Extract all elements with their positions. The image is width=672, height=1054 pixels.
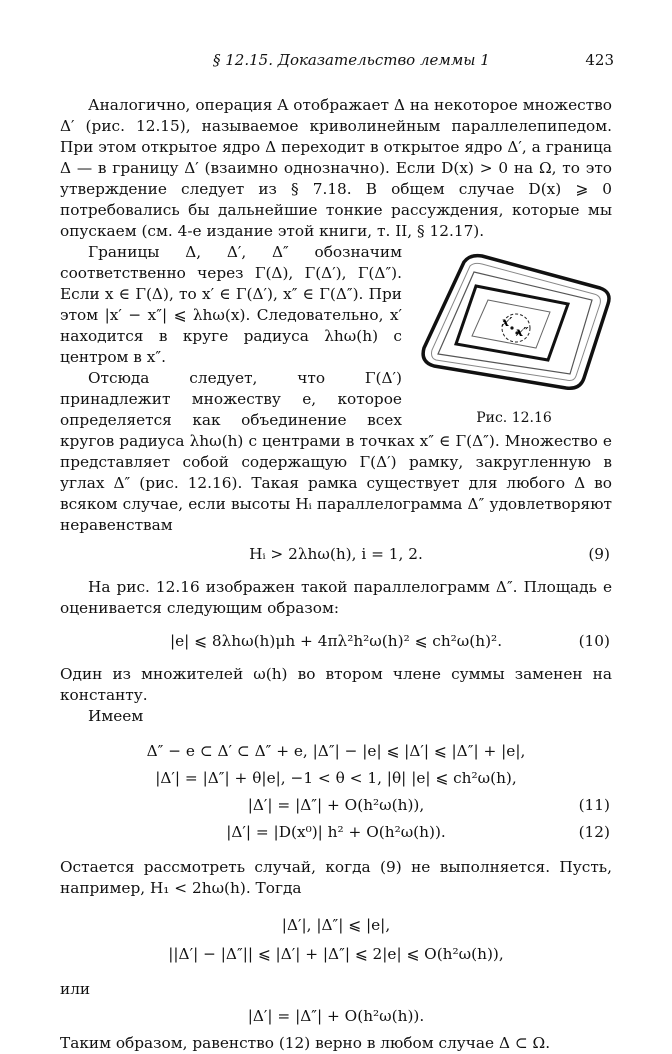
equation-block-case	[60, 915, 612, 965]
running-header	[0, 51, 672, 75]
equation-11-number: (11)	[578, 796, 610, 814]
equation-c	[60, 915, 612, 936]
equation-e-body: |Δ′| = |Δ″| + O(h²ω(h)).	[247, 1007, 425, 1025]
equation-block-11-12	[60, 741, 612, 843]
page-number: 423	[585, 51, 614, 69]
equation-d	[60, 944, 612, 965]
figure-drawing	[412, 248, 616, 398]
paragraph-4: На рис. 12.16 изображен такой параллелограмм Δ″. Площадь e оценивается следующим образом:	[60, 578, 612, 617]
equation-9	[60, 544, 612, 565]
equation-12-body: |Δ′| = |D(x⁰)| h² + O(h²ω(h)).	[226, 823, 446, 841]
equation-a	[60, 741, 612, 762]
paragraph-1: Аналогично, операция A отображает Δ на некоторое множество Δ′ (рис. 12.15), называемое криволинейным параллелепипедом. При этом открытое ядро Δ переходит в открытое ядро Δ′, а граница Δ — в границу Δ′ (взаимно однозначно). Если D(x) > 0 на Ω, то это утверждение следует из § 7.18. В общем случае D(x) ⩾ 0 потребовались бы дальнейшие тонкие рассуждения, которые мы опускаем (см. 4-е издание этой книги, т. II, § 12.17).	[60, 96, 612, 240]
equation-b	[60, 768, 612, 789]
paragraph-7: Остается рассмотреть случай, когда (9) не выполняется. Пусть, например, H₁ < 2hω(h). Тогда	[60, 858, 612, 897]
figure-12-16	[412, 248, 616, 424]
equation-11	[60, 795, 612, 816]
equation-e	[60, 1006, 612, 1027]
paragraph-2: Границы Δ, Δ′, Δ″ обозначим соответственно через Γ(Δ), Γ(Δ′), Γ(Δ″). Если x ∈ Γ(Δ), то x′ ∈ Γ(Δ′), x″ ∈ Γ(Δ″). При этом |x′ − x″| ⩽ λhω(x). Следовательно, x′ находится в круге радиуса λhω(h) с центром в x″.	[60, 243, 402, 366]
figure-caption: Рис. 12.16	[476, 410, 552, 426]
paragraph-9: Таким образом, равенство (12) верно в любом случае Δ ⊂ Ω.	[60, 1034, 551, 1052]
equation-11-body: |Δ′| = |Δ″| + O(h²ω(h)),	[247, 796, 425, 814]
label-x1: x′	[502, 315, 513, 329]
equation-d-body: ||Δ′| − |Δ″|| ⩽ |Δ′| + |Δ″| ⩽ 2|e| ⩽ O(h²ω(h)),	[168, 945, 504, 963]
header-title: § 12.15. Доказательство леммы 1	[213, 51, 490, 69]
equation-12	[60, 822, 612, 843]
equation-b-body: |Δ′| = |Δ″| + θ|e|, −1 < θ < 1, |θ| |e| ⩽ ch²ω(h),	[155, 769, 517, 787]
equation-c-body: |Δ′|, |Δ″| ⩽ |e|,	[281, 916, 391, 934]
equation-10-body: |e| ⩽ 8λhω(h)μh + 4πλ²h²ω(h)² ⩽ ch²ω(h)².	[169, 632, 503, 650]
equation-12-number: (12)	[578, 823, 610, 841]
paragraph-8: или	[60, 980, 91, 998]
paragraph-5: Один из множителей ω(h) во втором члене суммы заменен на константу.	[60, 665, 612, 704]
equation-a-body: Δ″ − e ⊂ Δ′ ⊂ Δ″ + e, |Δ″| − |e| ⩽ |Δ′| ⩽ |Δ″| + |e|,	[146, 742, 526, 760]
equation-10-number: (10)	[578, 632, 610, 650]
equation-9-body: Hᵢ > 2λhω(h), i = 1, 2.	[249, 545, 423, 563]
paragraph-3: Отсюда следует, что Γ(Δ′) принадлежит множеству e, которое определяется как объединение всех кругов радиуса λhω(h) с центрами в точках x″ ∈ Γ(Δ″). Множество e представляет собой содержащую Γ(Δ′) рамку, закругленную в углах Δ″ (рис. 12.16). Такая рамка существует для любого Δ во всяком случае, если высоты Hᵢ параллелограмма Δ″ удовлетворяют неравенствам	[60, 369, 612, 534]
body-text	[60, 95, 612, 1054]
equation-9-number: (9)	[588, 545, 610, 563]
equation-10	[60, 631, 612, 652]
label-x2: x″	[516, 325, 529, 339]
outer-frame	[423, 256, 609, 389]
paragraph-6: Имеем	[88, 707, 144, 725]
